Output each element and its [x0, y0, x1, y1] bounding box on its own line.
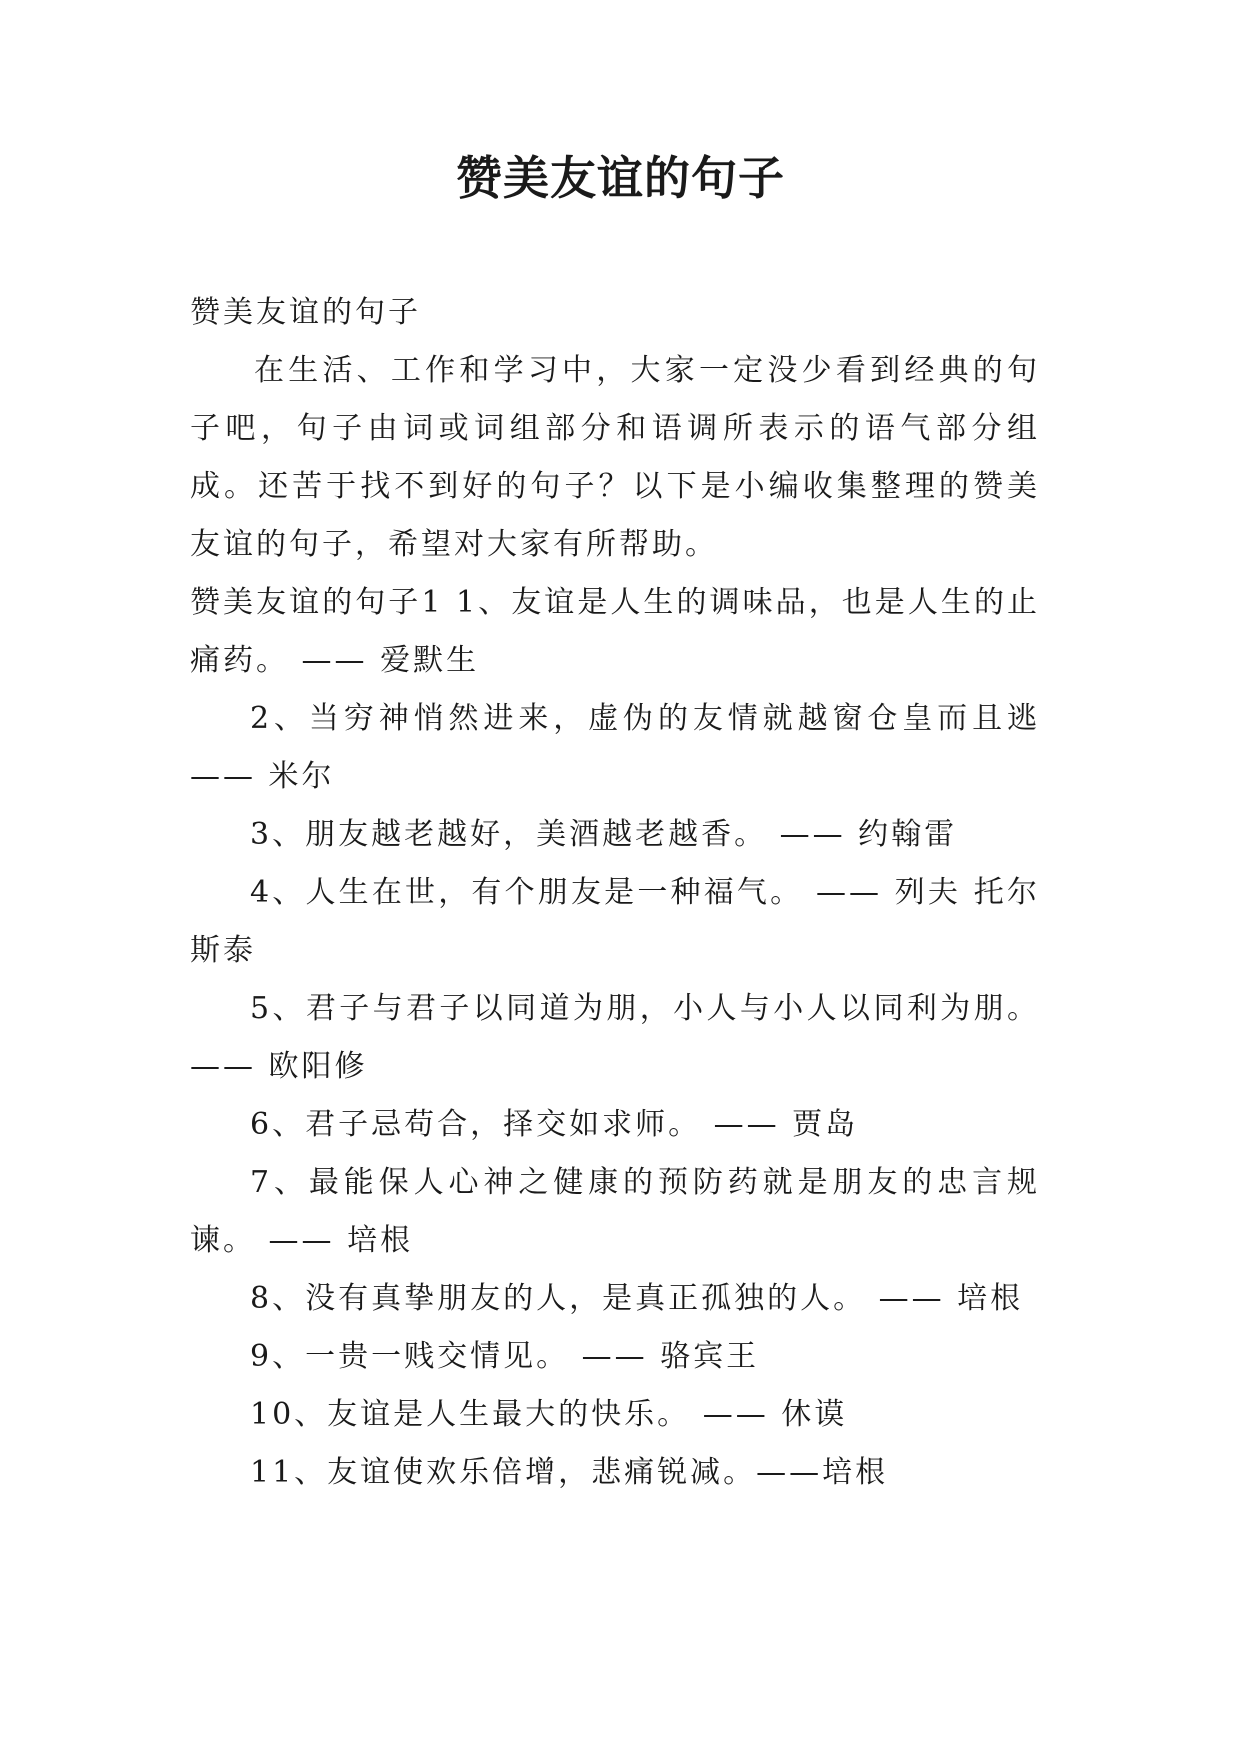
document-body: [190, 284, 1040, 1502]
quote-4: 4、人生在世，有个朋友是一种福气。 —— 列夫 托尔斯泰: [190, 875, 1040, 968]
quote-11: 11、友谊使欢乐倍增，悲痛锐减。——培根: [250, 1455, 889, 1490]
quote-7: 7、最能保人心神之健康的预防药就是朋友的忠言规谏。 —— 培根: [190, 1165, 1040, 1258]
quote-8: 8、没有真挚朋友的人，是真正孤独的人。 —— 培根: [250, 1281, 1024, 1316]
subtitle: 赞美友谊的句子: [190, 295, 421, 330]
quote-3: 3、朋友越老越好，美酒越老越香。 —— 约翰雷: [250, 817, 958, 852]
quote-6: 6、君子忌苟合，择交如求师。 —— 贾岛: [250, 1107, 859, 1142]
intro-paragraph: 在生活、工作和学习中，大家一定没少看到经典的句子吧，句子由词或词组部分和语调所表示的语气部分组成。还苦于找不到好的句子？以下是小编收集整理的赞美友谊的句子，希望对大家有所帮助。: [190, 353, 1040, 562]
quote-9: 9、一贵一贱交情见。 —— 骆宾王: [250, 1339, 760, 1374]
section-1-paragraph: [190, 574, 1040, 690]
quote-1: 1、友谊是人生的调味品，也是人生的止痛药。 —— 爱默生: [190, 585, 1040, 678]
section-heading: 赞美友谊的句子1: [190, 585, 444, 620]
document-title: 赞美友谊的句子: [456, 151, 785, 205]
section-spacer: [443, 585, 456, 620]
quote-2: 2、当穷神悄然进来，虚伪的友情就越窗仓皇而且逃 —— 米尔: [190, 701, 1040, 794]
quote-5: 5、君子与君子以同道为朋，小人与小人以同利为朋。 —— 欧阳修: [190, 991, 1040, 1084]
quote-10: 10、友谊是人生最大的快乐。 —— 休谟: [250, 1397, 848, 1432]
